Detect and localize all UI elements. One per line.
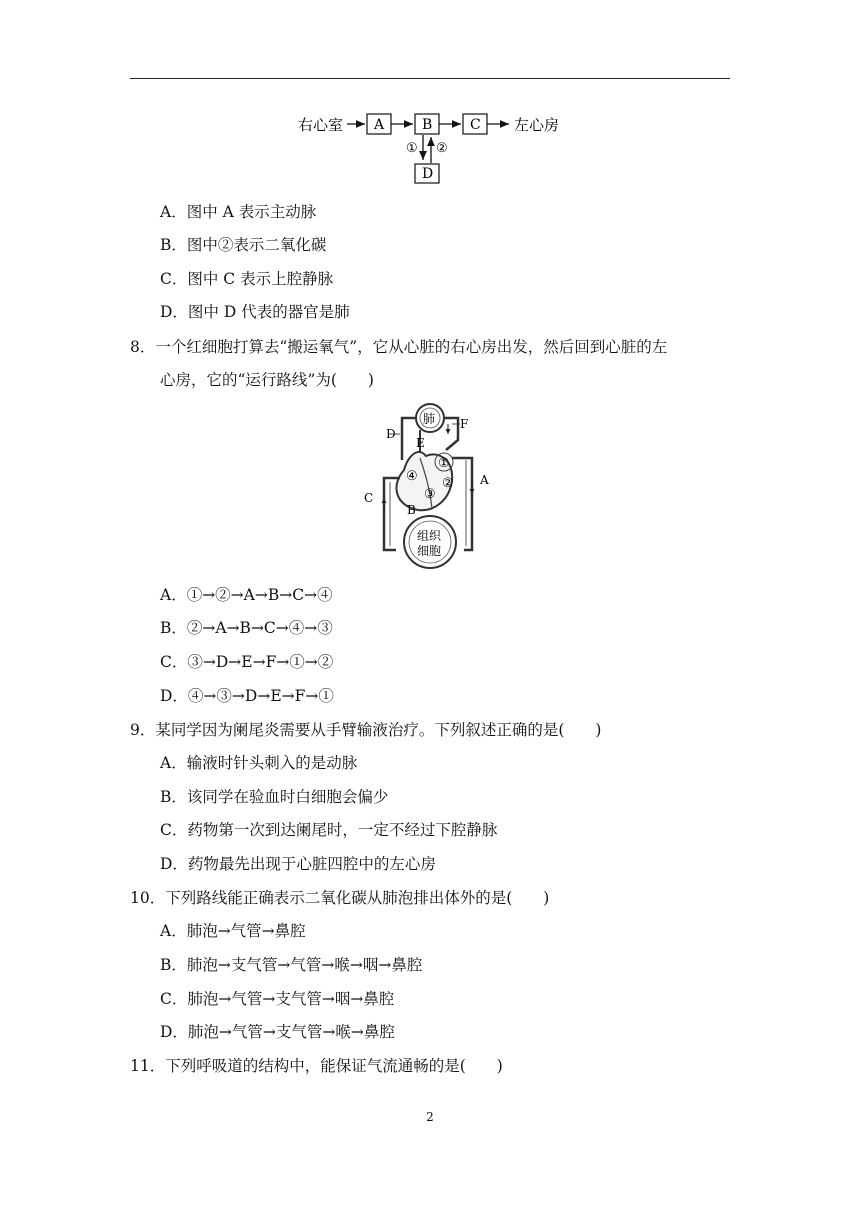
tissue-label-line2: 细胞 [417, 544, 442, 558]
q7-option-d: D．图中 D 代表的器官是肺 [160, 303, 350, 321]
q8-stem-line1: 8．一个红细胞打算去“搬运氧气”，它从心脏的右心房出发，然后回到心脏的左 [130, 338, 668, 356]
flow-box-d-label: D [422, 166, 434, 182]
q8-stem-line2: 心房，它的“运行路线”为( ) [160, 371, 374, 389]
vessel-label-d: D [386, 427, 396, 441]
q9-option-c: C．药物第一次到达阑尾时，一定不经过下腔静脉 [160, 821, 498, 839]
q9-option-a: A．输液时针头刺入的是动脉 [160, 754, 358, 772]
q7-option-c: C．图中 C 表示上腔静脉 [160, 270, 334, 288]
flow-arrow-label-2: ② [436, 141, 448, 156]
q10-option-d: D．肺泡→气管→支气管→喉→鼻腔 [160, 1023, 395, 1041]
chamber-label-1: ① [438, 456, 450, 471]
flow-box-b-label: B [422, 117, 433, 133]
flow-box-a-label: A [374, 117, 385, 133]
q8-option-d: D．④→③→D→E→F→① [160, 687, 334, 705]
vessel-label-c: C [364, 491, 374, 505]
vessel-label-a: A [480, 473, 489, 487]
chamber-label-2: ② [442, 476, 454, 491]
circulation-diagram [360, 400, 500, 572]
q8-option-c: C．③→D→E→F→①→② [160, 653, 334, 671]
q10-option-c: C．肺泡→气管→支气管→咽→鼻腔 [160, 990, 395, 1008]
flow-diagram [290, 104, 580, 186]
header-rule [130, 78, 730, 79]
q7-option-a: A．图中 A 表示主动脉 [160, 203, 317, 221]
q10-option-a: A．肺泡→气管→鼻腔 [160, 922, 306, 940]
q8-option-a: A．①→②→A→B→C→④ [160, 586, 333, 604]
flow-start-label: 右心室 [298, 116, 344, 134]
vessel-label-e: E [416, 436, 425, 450]
vessel-label-b: B [407, 503, 416, 517]
lung-label: 肺 [423, 412, 436, 426]
q10-option-b: B．肺泡→支气管→气管→喉→咽→鼻腔 [160, 956, 423, 974]
q11-stem: 11．下列呼吸道的结构中，能保证气流通畅的是( ) [130, 1057, 503, 1075]
tissue-label-line1: 组织 [417, 529, 442, 543]
vessel-label-f: F [460, 417, 469, 431]
q7-option-b: B．图中②表示二氧化碳 [160, 236, 327, 254]
chamber-label-3: ③ [424, 487, 436, 502]
flow-box-c-label: C [470, 117, 481, 133]
q8-option-b: B．②→A→B→C→④→③ [160, 619, 333, 637]
flow-end-label: 左心房 [514, 116, 560, 134]
flow-arrow-label-1: ① [406, 141, 418, 156]
q9-stem: 9．某同学因为阑尾炎需要从手臂输液治疗。下列叙述正确的是( ) [130, 721, 602, 739]
page-number: 2 [426, 1110, 434, 1124]
q9-option-d: D．药物最先出现于心脏四腔中的左心房 [160, 855, 436, 873]
q9-option-b: B．该同学在验血时白细胞会偏少 [160, 788, 389, 806]
q10-stem: 10．下列路线能正确表示二氧化碳从肺泡排出体外的是( ) [130, 889, 550, 907]
chamber-label-4: ④ [406, 469, 418, 484]
